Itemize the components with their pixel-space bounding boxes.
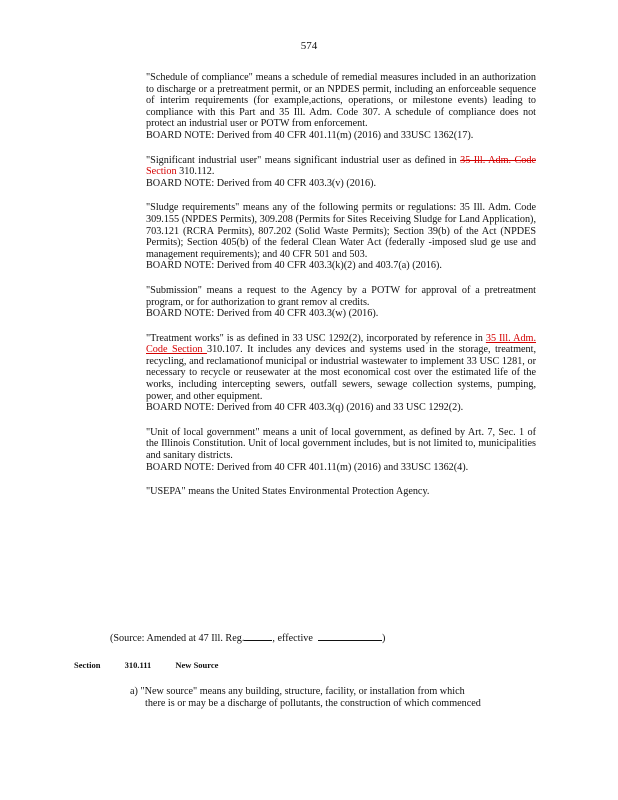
definition-text-run: "Sludge requirements" means any of the following permits or regulations: 35 Ill. Adm. Code 309.155 (NPDES Permits), 309.208 (Permits for Sites Receiving Sludge for Land Application), 703.121 (RCRA Permits), 807.202 (Solid Waste Permits); Section 39(b) of the Act (NPDES Permits); Section 405(b) of the federal Clean Water Act (federally -imposed slud ge use and management requirements); and 40 CFR 501 and 503. <box>146 202 536 260</box>
board-note: BOARD NOTE: Derived from 40 CFR 403.3(k)(2) and 403.7(a) (2016). <box>146 260 442 272</box>
board-note: BOARD NOTE: Derived from 40 CFR 401.11(m) (2016) and 33USC 1362(17). <box>146 129 474 141</box>
board-note: BOARD NOTE: Derived from 40 CFR 401.11(m) (2016) and 33USC 1362(4). <box>146 461 469 473</box>
section-title: New Source <box>175 660 219 670</box>
subsection-a-line1: a) "New source" means any building, structure, facility, or installation from which <box>130 686 465 697</box>
section-label: Section <box>74 660 101 670</box>
section-heading <box>74 660 240 670</box>
definition <box>146 202 536 272</box>
source-note <box>110 631 385 644</box>
definition-text <box>146 333 536 403</box>
definition-text-run: "USEPA" means the United States Environmental Protection Agency. <box>146 486 430 498</box>
definition-text <box>146 72 536 130</box>
board-note: BOARD NOTE: Derived from 40 CFR 403.3(q) (2016) and 33 USC 1292(2). <box>146 402 464 414</box>
definition <box>146 155 536 190</box>
definition-text <box>146 155 536 178</box>
definition-text <box>146 486 536 498</box>
definition <box>146 333 536 414</box>
definition-text-run: "Schedule of compliance" means a schedule of remedial measures included in an authorization to discharge or a pretreatment permit, or an NPDES permit, including an enforceable sequence of interim requirements (for example,actions, operations, or milestone events) leading to compliance with this Part and 35 Ill. Adm. Code 307. A schedule of compliance does not protect an industrial user or POTW from enforcement. <box>146 72 536 130</box>
reg-blank <box>244 631 272 641</box>
definition-text-run: 310.112. <box>176 166 215 178</box>
board-note: BOARD NOTE: Derived from 40 CFR 403.3(v) (2016). <box>146 177 377 189</box>
definition-text-run: "Unit of local government" means a unit of local government, as defined by Art. 7, Sec. 1 of the Illinois Constitution. Unit of local government includes, but is not limited to, municipalities and sanitary districts. <box>146 426 536 462</box>
inserted-text: Section <box>146 166 177 178</box>
definition-text <box>146 285 536 308</box>
section-number: 310.111 <box>124 660 152 670</box>
effective-blank <box>318 631 382 641</box>
definition-text <box>146 427 536 462</box>
definition <box>146 427 536 473</box>
definition <box>146 72 536 142</box>
deleted-text: 35 Ill. Adm. Code <box>460 154 536 166</box>
definition-text-run: "Submission" means a request to the Agency by a POTW for approval of a pretreatment program, or for authorization to grant remov al credits. <box>146 284 536 308</box>
subsection-a-line2: there is or may be a discharge of pollutants, the construction of which commenced <box>145 698 481 709</box>
subsection-a <box>130 686 508 710</box>
page-number: 574 <box>300 40 318 52</box>
definition-text-run: 310.107. It includes any devices and systems used in the storage, treatment, recycling, and reclamationof municipal or industrial wastewater to implement 33 USC 1281, or necessary to recycle or reusewater at the most economical cost over the estimated life of the works, including intercepting sewers, outfall sewers, sewage collection systems, pumping, power, and other equipment. <box>146 344 536 402</box>
definitions-list <box>146 72 536 511</box>
definition <box>146 486 536 498</box>
definition-text-run: "Treatment works" is as defined in 33 USC 1292(2), incorporated by reference in <box>146 332 486 344</box>
source-middle: , effective <box>272 633 313 644</box>
source-prefix: (Source: Amended at 47 Ill. Reg. <box>110 633 245 644</box>
source-suffix: ) <box>382 633 386 644</box>
inserted-text: 35 Ill. Adm. Code Section <box>146 332 537 356</box>
definition <box>146 285 536 320</box>
board-note: BOARD NOTE: Derived from 40 CFR 403.3(w) (2016). <box>146 308 379 320</box>
definition-text <box>146 202 536 260</box>
definition-text-run: "Significant industrial user" means significant industrial user as defined in <box>146 154 461 166</box>
